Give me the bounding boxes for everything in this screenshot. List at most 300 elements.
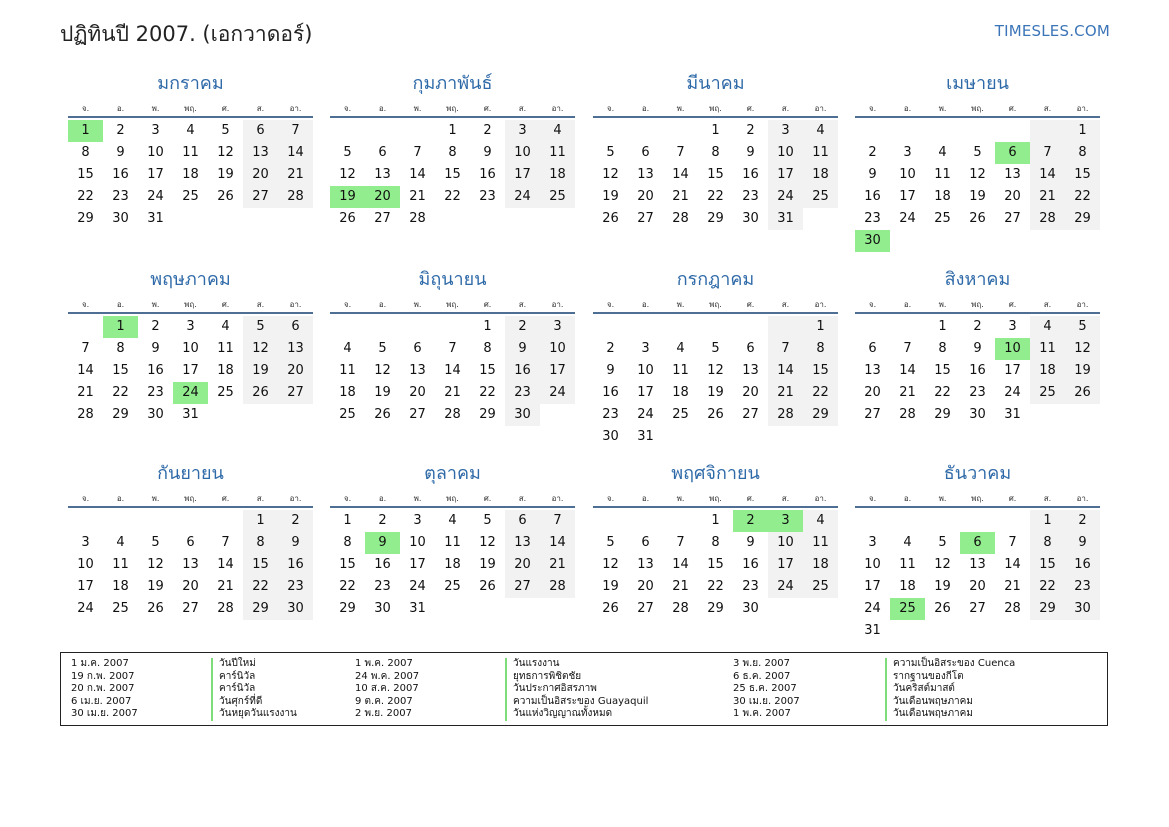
day-cell[interactable]: 3 xyxy=(151,123,160,138)
day-cell[interactable]: 25 xyxy=(112,601,129,616)
day-cell[interactable]: 17 xyxy=(637,385,654,400)
day-cell[interactable]: 18 xyxy=(934,189,951,204)
day-cell[interactable]: 2 xyxy=(1065,510,1100,532)
day-cell[interactable]: 28 xyxy=(1030,208,1065,230)
day-cell[interactable]: 6 xyxy=(278,316,313,338)
day-cell[interactable]: 12 xyxy=(374,363,391,378)
day-cell[interactable]: 2 xyxy=(378,513,387,528)
day-cell[interactable]: 9 xyxy=(278,532,313,554)
day-cell[interactable]: 20 xyxy=(182,579,199,594)
day-cell[interactable]: 24 xyxy=(637,407,654,422)
day-cell[interactable]: 12 xyxy=(602,167,619,182)
day-cell[interactable]: 9 xyxy=(1065,532,1100,554)
day-cell[interactable]: 4 xyxy=(116,535,125,550)
day-cell[interactable]: 20 xyxy=(637,579,654,594)
day-cell[interactable]: 26 xyxy=(217,189,234,204)
day-cell[interactable]: 17 xyxy=(505,164,540,186)
day-cell[interactable]: 12 xyxy=(243,338,278,360)
day-cell[interactable]: 31 xyxy=(409,601,426,616)
day-cell[interactable]: 10 xyxy=(864,557,881,572)
day-cell[interactable]: 17 xyxy=(864,579,881,594)
day-cell[interactable]: 28 xyxy=(540,576,575,598)
day-cell[interactable]: 5 xyxy=(973,145,982,160)
day-cell[interactable]: 30 xyxy=(855,230,890,252)
day-cell[interactable]: 21 xyxy=(768,382,803,404)
day-cell[interactable]: 29 xyxy=(803,404,838,426)
day-cell[interactable]: 19 xyxy=(934,579,951,594)
day-cell[interactable]: 16 xyxy=(112,167,129,182)
day-cell[interactable]: 5 xyxy=(606,145,615,160)
day-cell[interactable]: 20 xyxy=(365,186,400,208)
day-cell[interactable]: 23 xyxy=(147,385,164,400)
day-cell[interactable]: 10 xyxy=(505,142,540,164)
day-cell[interactable]: 9 xyxy=(973,341,982,356)
day-cell[interactable]: 1 xyxy=(711,123,720,138)
day-cell[interactable]: 21 xyxy=(899,385,916,400)
day-cell[interactable]: 22 xyxy=(1065,186,1100,208)
day-cell[interactable]: 24 xyxy=(409,579,426,594)
day-cell[interactable]: 15 xyxy=(339,557,356,572)
day-cell[interactable]: 5 xyxy=(243,316,278,338)
day-cell[interactable]: 18 xyxy=(112,579,129,594)
day-cell[interactable]: 29 xyxy=(934,407,951,422)
day-cell[interactable]: 19 xyxy=(479,557,496,572)
day-cell[interactable]: 23 xyxy=(742,579,759,594)
day-cell[interactable]: 12 xyxy=(147,557,164,572)
day-cell[interactable]: 14 xyxy=(409,167,426,182)
day-cell[interactable]: 15 xyxy=(707,557,724,572)
day-cell[interactable]: 31 xyxy=(637,429,654,444)
day-cell[interactable]: 10 xyxy=(77,557,94,572)
day-cell[interactable]: 10 xyxy=(637,363,654,378)
site-link[interactable]: TIMESLES.COM xyxy=(994,22,1110,40)
day-cell[interactable]: 20 xyxy=(243,164,278,186)
day-cell[interactable]: 19 xyxy=(330,186,365,208)
day-cell[interactable]: 3 xyxy=(540,316,575,338)
day-cell[interactable]: 16 xyxy=(864,189,881,204)
day-cell[interactable]: 5 xyxy=(938,535,947,550)
day-cell[interactable]: 26 xyxy=(374,407,391,422)
day-cell[interactable]: 9 xyxy=(606,363,615,378)
day-cell[interactable]: 24 xyxy=(540,382,575,404)
day-cell[interactable]: 26 xyxy=(479,579,496,594)
day-cell[interactable]: 4 xyxy=(903,535,912,550)
day-cell[interactable]: 27 xyxy=(505,576,540,598)
day-cell[interactable]: 7 xyxy=(676,145,685,160)
day-cell[interactable]: 26 xyxy=(602,601,619,616)
day-cell[interactable]: 24 xyxy=(899,211,916,226)
day-cell[interactable]: 23 xyxy=(112,189,129,204)
day-cell[interactable]: 25 xyxy=(540,186,575,208)
day-cell[interactable]: 30 xyxy=(112,211,129,226)
day-cell[interactable]: 28 xyxy=(217,601,234,616)
day-cell[interactable]: 4 xyxy=(221,319,230,334)
day-cell[interactable]: 18 xyxy=(182,167,199,182)
day-cell[interactable]: 4 xyxy=(540,120,575,142)
day-cell[interactable]: 30 xyxy=(278,598,313,620)
day-cell[interactable]: 16 xyxy=(969,363,986,378)
day-cell[interactable]: 28 xyxy=(768,404,803,426)
day-cell[interactable]: 16 xyxy=(1065,554,1100,576)
day-cell[interactable]: 27 xyxy=(637,211,654,226)
day-cell[interactable]: 30 xyxy=(742,211,759,226)
day-cell[interactable]: 1 xyxy=(243,510,278,532)
day-cell[interactable]: 29 xyxy=(339,601,356,616)
day-cell[interactable]: 23 xyxy=(864,211,881,226)
day-cell[interactable]: 1 xyxy=(1030,510,1065,532)
day-cell[interactable]: 26 xyxy=(969,211,986,226)
day-cell[interactable]: 21 xyxy=(409,189,426,204)
day-cell[interactable]: 15 xyxy=(77,167,94,182)
day-cell[interactable]: 6 xyxy=(413,341,422,356)
day-cell[interactable]: 18 xyxy=(803,164,838,186)
day-cell[interactable]: 14 xyxy=(672,557,689,572)
day-cell[interactable]: 3 xyxy=(903,145,912,160)
day-cell[interactable]: 14 xyxy=(540,532,575,554)
day-cell[interactable]: 16 xyxy=(602,385,619,400)
day-cell[interactable]: 8 xyxy=(803,338,838,360)
day-cell[interactable]: 11 xyxy=(540,142,575,164)
day-cell[interactable]: 2 xyxy=(483,123,492,138)
day-cell[interactable]: 22 xyxy=(112,385,129,400)
day-cell[interactable]: 12 xyxy=(707,363,724,378)
day-cell[interactable]: 12 xyxy=(339,167,356,182)
day-cell[interactable]: 30 xyxy=(742,601,759,616)
day-cell[interactable]: 8 xyxy=(483,341,492,356)
day-cell[interactable]: 7 xyxy=(81,341,90,356)
day-cell[interactable]: 26 xyxy=(1065,382,1100,404)
day-cell[interactable]: 6 xyxy=(868,341,877,356)
day-cell[interactable]: 13 xyxy=(278,338,313,360)
day-cell[interactable]: 24 xyxy=(173,382,208,404)
day-cell[interactable]: 27 xyxy=(864,407,881,422)
day-cell[interactable]: 15 xyxy=(479,363,496,378)
day-cell[interactable]: 20 xyxy=(637,189,654,204)
day-cell[interactable]: 21 xyxy=(672,579,689,594)
day-cell[interactable]: 23 xyxy=(969,385,986,400)
day-cell[interactable]: 25 xyxy=(672,407,689,422)
day-cell[interactable]: 11 xyxy=(803,532,838,554)
day-cell[interactable]: 6 xyxy=(505,510,540,532)
day-cell[interactable]: 8 xyxy=(448,145,457,160)
day-cell[interactable]: 18 xyxy=(540,164,575,186)
day-cell[interactable]: 24 xyxy=(1004,385,1021,400)
day-cell[interactable]: 2 xyxy=(973,319,982,334)
day-cell[interactable]: 11 xyxy=(1030,338,1065,360)
day-cell[interactable]: 29 xyxy=(1030,598,1065,620)
day-cell[interactable]: 1 xyxy=(343,513,352,528)
day-cell[interactable]: 4 xyxy=(938,145,947,160)
day-cell[interactable]: 10 xyxy=(768,532,803,554)
day-cell[interactable]: 1 xyxy=(803,316,838,338)
day-cell[interactable]: 31 xyxy=(147,211,164,226)
day-cell[interactable]: 29 xyxy=(707,601,724,616)
day-cell[interactable]: 29 xyxy=(243,598,278,620)
day-cell[interactable]: 6 xyxy=(960,532,995,554)
day-cell[interactable]: 14 xyxy=(77,363,94,378)
day-cell[interactable]: 19 xyxy=(707,385,724,400)
day-cell[interactable]: 5 xyxy=(1065,316,1100,338)
day-cell[interactable]: 5 xyxy=(483,513,492,528)
day-cell[interactable]: 29 xyxy=(77,211,94,226)
day-cell[interactable]: 27 xyxy=(637,601,654,616)
day-cell[interactable]: 19 xyxy=(374,385,391,400)
day-cell[interactable]: 5 xyxy=(378,341,387,356)
day-cell[interactable]: 19 xyxy=(602,189,619,204)
day-cell[interactable]: 31 xyxy=(182,407,199,422)
day-cell[interactable]: 20 xyxy=(969,579,986,594)
day-cell[interactable]: 23 xyxy=(374,579,391,594)
day-cell[interactable]: 19 xyxy=(147,579,164,594)
day-cell[interactable]: 21 xyxy=(1030,186,1065,208)
day-cell[interactable]: 22 xyxy=(444,189,461,204)
day-cell[interactable]: 2 xyxy=(868,145,877,160)
day-cell[interactable]: 12 xyxy=(1065,338,1100,360)
day-cell[interactable]: 22 xyxy=(479,385,496,400)
day-cell[interactable]: 1 xyxy=(103,316,138,338)
day-cell[interactable]: 31 xyxy=(768,208,803,230)
day-cell[interactable]: 15 xyxy=(1030,554,1065,576)
day-cell[interactable]: 20 xyxy=(864,385,881,400)
day-cell[interactable]: 7 xyxy=(413,145,422,160)
day-cell[interactable]: 19 xyxy=(969,189,986,204)
day-cell[interactable]: 25 xyxy=(182,189,199,204)
day-cell[interactable]: 12 xyxy=(217,145,234,160)
day-cell[interactable]: 2 xyxy=(505,316,540,338)
day-cell[interactable]: 1 xyxy=(483,319,492,334)
day-cell[interactable]: 6 xyxy=(243,120,278,142)
day-cell[interactable]: 19 xyxy=(1065,360,1100,382)
day-cell[interactable]: 10 xyxy=(540,338,575,360)
day-cell[interactable]: 10 xyxy=(995,338,1030,360)
day-cell[interactable]: 28 xyxy=(1004,601,1021,616)
day-cell[interactable]: 28 xyxy=(672,211,689,226)
day-cell[interactable]: 27 xyxy=(1004,211,1021,226)
day-cell[interactable]: 19 xyxy=(602,579,619,594)
day-cell[interactable]: 26 xyxy=(707,407,724,422)
day-cell[interactable]: 9 xyxy=(151,341,160,356)
day-cell[interactable]: 24 xyxy=(147,189,164,204)
day-cell[interactable]: 3 xyxy=(81,535,90,550)
day-cell[interactable]: 22 xyxy=(707,579,724,594)
day-cell[interactable]: 29 xyxy=(112,407,129,422)
day-cell[interactable]: 27 xyxy=(409,407,426,422)
day-cell[interactable]: 14 xyxy=(1004,557,1021,572)
day-cell[interactable]: 16 xyxy=(374,557,391,572)
day-cell[interactable]: 15 xyxy=(243,554,278,576)
day-cell[interactable]: 13 xyxy=(243,142,278,164)
day-cell[interactable]: 24 xyxy=(505,186,540,208)
day-cell[interactable]: 14 xyxy=(768,360,803,382)
day-cell[interactable]: 19 xyxy=(217,167,234,182)
day-cell[interactable]: 1 xyxy=(938,319,947,334)
day-cell[interactable]: 8 xyxy=(711,145,720,160)
day-cell[interactable]: 3 xyxy=(413,513,422,528)
day-cell[interactable]: 22 xyxy=(803,382,838,404)
day-cell[interactable]: 10 xyxy=(147,145,164,160)
day-cell[interactable]: 6 xyxy=(641,535,650,550)
day-cell[interactable]: 6 xyxy=(746,341,755,356)
day-cell[interactable]: 26 xyxy=(339,211,356,226)
day-cell[interactable]: 14 xyxy=(1030,164,1065,186)
day-cell[interactable]: 20 xyxy=(278,360,313,382)
day-cell[interactable]: 8 xyxy=(938,341,947,356)
day-cell[interactable]: 8 xyxy=(81,145,90,160)
day-cell[interactable]: 15 xyxy=(707,167,724,182)
day-cell[interactable]: 11 xyxy=(899,557,916,572)
day-cell[interactable]: 9 xyxy=(746,535,755,550)
day-cell[interactable]: 5 xyxy=(711,341,720,356)
day-cell[interactable]: 23 xyxy=(742,189,759,204)
day-cell[interactable]: 26 xyxy=(934,601,951,616)
day-cell[interactable]: 6 xyxy=(186,535,195,550)
day-cell[interactable]: 11 xyxy=(444,535,461,550)
day-cell[interactable]: 3 xyxy=(641,341,650,356)
day-cell[interactable]: 8 xyxy=(343,535,352,550)
day-cell[interactable]: 14 xyxy=(444,363,461,378)
day-cell[interactable]: 11 xyxy=(112,557,129,572)
day-cell[interactable]: 16 xyxy=(147,363,164,378)
day-cell[interactable]: 10 xyxy=(409,535,426,550)
day-cell[interactable]: 17 xyxy=(899,189,916,204)
day-cell[interactable]: 15 xyxy=(934,363,951,378)
day-cell[interactable]: 4 xyxy=(803,120,838,142)
day-cell[interactable]: 21 xyxy=(1004,579,1021,594)
day-cell[interactable]: 9 xyxy=(483,145,492,160)
day-cell[interactable]: 6 xyxy=(995,142,1030,164)
day-cell[interactable]: 5 xyxy=(343,145,352,160)
day-cell[interactable]: 29 xyxy=(1065,208,1100,230)
day-cell[interactable]: 25 xyxy=(444,579,461,594)
day-cell[interactable]: 6 xyxy=(641,145,650,160)
day-cell[interactable]: 25 xyxy=(803,186,838,208)
day-cell[interactable]: 27 xyxy=(374,211,391,226)
day-cell[interactable]: 15 xyxy=(444,167,461,182)
day-cell[interactable]: 17 xyxy=(768,554,803,576)
day-cell[interactable]: 16 xyxy=(479,167,496,182)
day-cell[interactable]: 14 xyxy=(672,167,689,182)
day-cell[interactable]: 28 xyxy=(409,211,426,226)
day-cell[interactable]: 31 xyxy=(864,623,881,638)
day-cell[interactable]: 4 xyxy=(343,341,352,356)
day-cell[interactable]: 23 xyxy=(505,382,540,404)
day-cell[interactable]: 29 xyxy=(479,407,496,422)
day-cell[interactable]: 27 xyxy=(278,382,313,404)
day-cell[interactable]: 11 xyxy=(217,341,234,356)
day-cell[interactable]: 18 xyxy=(803,554,838,576)
day-cell[interactable]: 25 xyxy=(890,598,925,620)
day-cell[interactable]: 3 xyxy=(768,510,803,532)
day-cell[interactable]: 9 xyxy=(746,145,755,160)
day-cell[interactable]: 18 xyxy=(899,579,916,594)
day-cell[interactable]: 31 xyxy=(1004,407,1021,422)
day-cell[interactable]: 13 xyxy=(505,532,540,554)
day-cell[interactable]: 17 xyxy=(77,579,94,594)
day-cell[interactable]: 13 xyxy=(1004,167,1021,182)
day-cell[interactable]: 23 xyxy=(602,407,619,422)
day-cell[interactable]: 1 xyxy=(1065,120,1100,142)
day-cell[interactable]: 16 xyxy=(742,167,759,182)
day-cell[interactable]: 13 xyxy=(182,557,199,572)
day-cell[interactable]: 7 xyxy=(768,338,803,360)
day-cell[interactable]: 7 xyxy=(221,535,230,550)
day-cell[interactable]: 12 xyxy=(934,557,951,572)
day-cell[interactable]: 17 xyxy=(1004,363,1021,378)
day-cell[interactable]: 2 xyxy=(116,123,125,138)
day-cell[interactable]: 11 xyxy=(803,142,838,164)
day-cell[interactable]: 25 xyxy=(1030,382,1065,404)
day-cell[interactable]: 9 xyxy=(365,532,400,554)
day-cell[interactable]: 23 xyxy=(1065,576,1100,598)
day-cell[interactable]: 13 xyxy=(637,557,654,572)
day-cell[interactable]: 29 xyxy=(707,211,724,226)
day-cell[interactable]: 27 xyxy=(182,601,199,616)
day-cell[interactable]: 2 xyxy=(733,510,768,532)
day-cell[interactable]: 15 xyxy=(112,363,129,378)
day-cell[interactable]: 30 xyxy=(505,404,540,426)
day-cell[interactable]: 2 xyxy=(278,510,313,532)
day-cell[interactable]: 17 xyxy=(147,167,164,182)
day-cell[interactable]: 13 xyxy=(969,557,986,572)
day-cell[interactable]: 12 xyxy=(479,535,496,550)
day-cell[interactable]: 3 xyxy=(768,120,803,142)
day-cell[interactable]: 27 xyxy=(742,407,759,422)
day-cell[interactable]: 21 xyxy=(540,554,575,576)
day-cell[interactable]: 25 xyxy=(803,576,838,598)
day-cell[interactable]: 14 xyxy=(899,363,916,378)
day-cell[interactable]: 7 xyxy=(1030,142,1065,164)
day-cell[interactable]: 3 xyxy=(868,535,877,550)
day-cell[interactable]: 4 xyxy=(186,123,195,138)
day-cell[interactable]: 11 xyxy=(934,167,951,182)
day-cell[interactable]: 20 xyxy=(409,385,426,400)
day-cell[interactable]: 27 xyxy=(243,186,278,208)
day-cell[interactable]: 26 xyxy=(147,601,164,616)
day-cell[interactable]: 5 xyxy=(606,535,615,550)
day-cell[interactable]: 25 xyxy=(339,407,356,422)
day-cell[interactable]: 22 xyxy=(77,189,94,204)
day-cell[interactable]: 18 xyxy=(339,385,356,400)
day-cell[interactable]: 12 xyxy=(969,167,986,182)
day-cell[interactable]: 26 xyxy=(243,382,278,404)
day-cell[interactable]: 15 xyxy=(803,360,838,382)
day-cell[interactable]: 26 xyxy=(602,211,619,226)
day-cell[interactable]: 20 xyxy=(742,385,759,400)
day-cell[interactable]: 17 xyxy=(182,363,199,378)
day-cell[interactable]: 7 xyxy=(448,341,457,356)
day-cell[interactable]: 8 xyxy=(1065,142,1100,164)
day-cell[interactable]: 24 xyxy=(768,186,803,208)
day-cell[interactable]: 12 xyxy=(602,557,619,572)
day-cell[interactable]: 10 xyxy=(182,341,199,356)
day-cell[interactable]: 23 xyxy=(278,576,313,598)
day-cell[interactable]: 4 xyxy=(803,510,838,532)
day-cell[interactable]: 28 xyxy=(278,186,313,208)
day-cell[interactable]: 4 xyxy=(448,513,457,528)
day-cell[interactable]: 2 xyxy=(151,319,160,334)
day-cell[interactable]: 28 xyxy=(444,407,461,422)
day-cell[interactable]: 25 xyxy=(217,385,234,400)
day-cell[interactable]: 8 xyxy=(116,341,125,356)
day-cell[interactable]: 8 xyxy=(711,535,720,550)
day-cell[interactable]: 19 xyxy=(243,360,278,382)
day-cell[interactable]: 13 xyxy=(409,363,426,378)
day-cell[interactable]: 11 xyxy=(672,363,689,378)
day-cell[interactable]: 9 xyxy=(505,338,540,360)
day-cell[interactable]: 5 xyxy=(151,535,160,550)
day-cell[interactable]: 10 xyxy=(899,167,916,182)
day-cell[interactable]: 22 xyxy=(243,576,278,598)
